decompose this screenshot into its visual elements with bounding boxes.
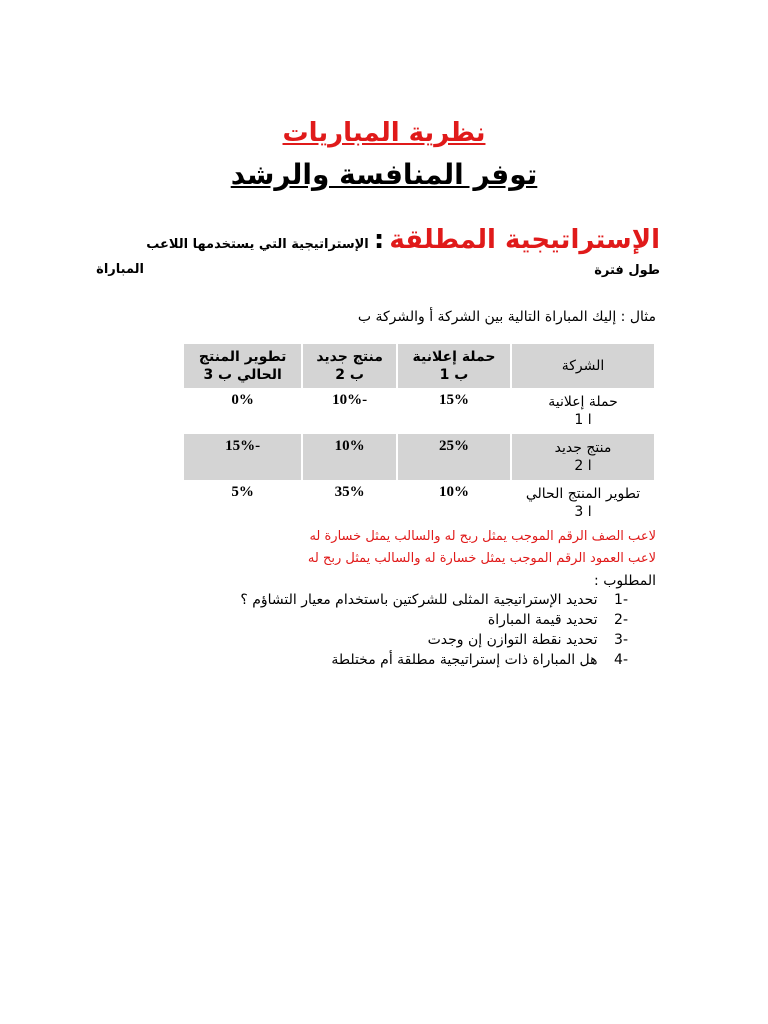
payoff-cell: 10%: [397, 480, 511, 526]
definition-text: الإستراتيجية التي يستخدمها اللاعب طول فترة: [146, 237, 660, 278]
page-subtitle: توفر المنافسة والرشد: [230, 158, 538, 191]
row-header: منتج جديد ا 2: [511, 434, 654, 480]
list-item-text: تحديد الإستراتيجية المثلى للشركتين باستخدام معيار التشاؤم ؟: [240, 592, 598, 608]
table-row: [183, 480, 654, 526]
table-corner-label: الشركة: [511, 344, 654, 388]
column-player-rule: لاعب العمود الرقم الموجب يمثل خسارة له والسالب يمثل ربح له: [307, 551, 656, 566]
list-item-text: هل المباراة ذات إستراتيجية مطلقة أم مختلطة: [331, 652, 598, 668]
payoff-cell: 10%: [302, 434, 397, 480]
payoff-table: [182, 344, 654, 526]
list-item: [240, 590, 628, 610]
payoff-cell: 15%: [397, 388, 511, 434]
definition-term: الإستراتيجية المطلقة: [389, 225, 660, 255]
column-header: تطوير المنتج الحالي ب 3: [183, 344, 302, 388]
definition-continuation: المباراة: [96, 262, 144, 277]
definition-line: [140, 225, 660, 283]
column-header: حملة إعلانية ب 1: [397, 344, 511, 388]
list-item: [240, 630, 628, 650]
page-title: نظرية المباريات: [282, 118, 486, 148]
list-marker: -3: [614, 632, 628, 648]
required-label: المطلوب :: [594, 573, 656, 589]
table-header-row: [183, 344, 654, 388]
list-marker: -1: [614, 592, 628, 608]
row-header: حملة إعلانية ا 1: [511, 388, 654, 434]
list-item: [240, 610, 628, 630]
payoff-cell: 25%: [397, 434, 511, 480]
payoff-cell: -10%: [302, 388, 397, 434]
list-item-text: تحديد نقطة التوازن إن وجدت: [427, 632, 598, 648]
definition-colon: :: [373, 225, 385, 255]
list-marker: -2: [614, 612, 628, 628]
table-row: [183, 434, 654, 480]
table-row: [183, 388, 654, 434]
list-item-text: تحديد قيمة المباراة: [487, 612, 598, 628]
row-header: تطوير المنتج الحالي ا 3: [511, 480, 654, 526]
row-player-rule: لاعب الصف الرقم الموجب يمثل ربح له والسالب يمثل خسارة له: [309, 529, 656, 544]
payoff-cell: 35%: [302, 480, 397, 526]
list-marker: -4: [614, 652, 628, 668]
payoff-cell: 5%: [183, 480, 302, 526]
task-list: [240, 590, 658, 670]
list-item: [240, 650, 628, 670]
example-intro: مثال : إليك المباراة التالية بين الشركة أ والشركة ب: [357, 309, 656, 325]
payoff-cell: 0%: [183, 388, 302, 434]
column-header: منتج جديد ب 2: [302, 344, 397, 388]
payoff-cell: -15%: [183, 434, 302, 480]
